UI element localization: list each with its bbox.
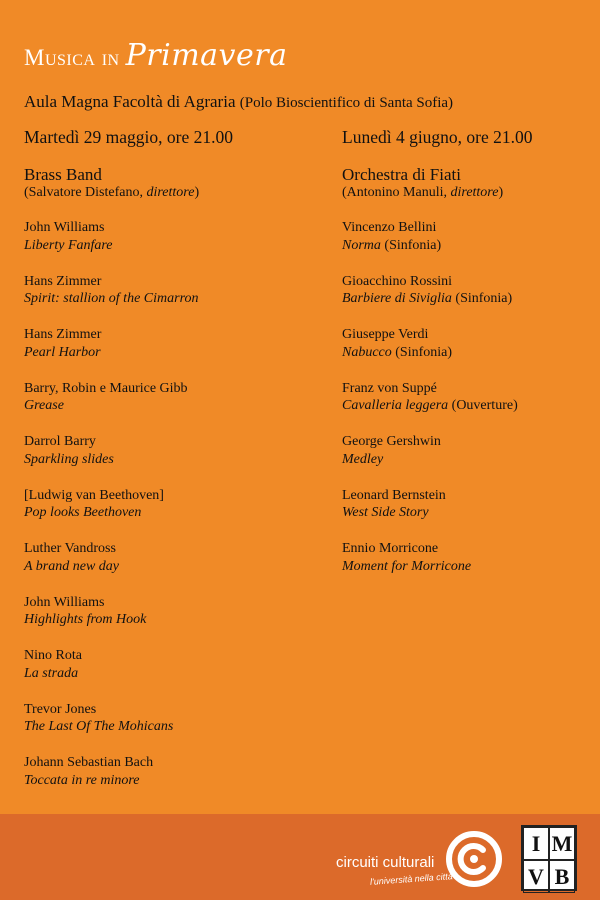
work-title: La strada xyxy=(24,665,79,681)
logo-letter: I xyxy=(523,827,549,860)
title-part1: Musica in xyxy=(24,45,120,70)
footer-band xyxy=(0,814,600,900)
circuiti-culturali-label: circuiti culturali xyxy=(336,854,435,871)
logo-letter: V xyxy=(523,860,549,893)
work-note: (Sinfonia) xyxy=(380,237,442,253)
director-close: ) xyxy=(498,185,504,200)
composer: John Williams xyxy=(24,220,105,235)
director-role: direttore xyxy=(146,185,195,200)
composer: Johann Sebastian Bach xyxy=(24,755,154,770)
work-title: Norma xyxy=(342,237,381,253)
venue xyxy=(24,92,453,112)
work-title: West Side Story xyxy=(342,505,429,520)
director-role: direttore xyxy=(450,185,499,200)
circuiti-culturali-tagline: l'università nella città xyxy=(369,871,454,887)
program-item xyxy=(24,647,304,701)
work-title: Liberty Fanfare xyxy=(24,237,113,253)
composer: [Ludwig van Beethoven] xyxy=(24,487,164,503)
work-title: Barbiere di Siviglia xyxy=(342,291,452,306)
composer: Giuseppe Verdi xyxy=(342,327,429,342)
program-item xyxy=(24,754,304,808)
work-title: Highlights from Hook xyxy=(24,612,147,627)
program-item xyxy=(24,701,304,755)
ensemble-name: Orchestra di Fiati xyxy=(342,165,461,184)
program-item xyxy=(24,433,304,487)
composer: Ennio Morricone xyxy=(342,541,439,556)
program-item xyxy=(342,433,600,487)
work-note: (Ouverture) xyxy=(448,398,518,413)
concert-date: Martedì 29 maggio, ore 21.00 xyxy=(24,127,233,147)
composer: Leonard Bernstein xyxy=(342,487,446,503)
work-title: A brand new day xyxy=(24,558,120,574)
director-line xyxy=(24,184,304,201)
work-title: Nabucco xyxy=(342,344,392,360)
program-list xyxy=(24,219,304,808)
composer: Nino Rota xyxy=(24,648,82,663)
program-item xyxy=(24,380,304,434)
program-item xyxy=(24,326,304,380)
program-item xyxy=(24,594,304,648)
composer: Franz von Suppé xyxy=(342,380,437,396)
imvb-logo xyxy=(521,825,577,891)
logo-letter: B xyxy=(549,860,575,893)
program-item xyxy=(24,540,304,594)
program-list xyxy=(342,219,600,594)
work-title: Toccata in re minore xyxy=(24,772,140,788)
ensemble-name: Brass Band xyxy=(24,165,102,184)
poster-title xyxy=(24,38,287,73)
work-title: The Last Of The Mohicans xyxy=(24,719,174,734)
work-note: (Sinfonia) xyxy=(451,291,513,306)
director-close: ) xyxy=(194,185,200,200)
venue-main: Aula Magna Facoltà di Agraria xyxy=(24,92,236,111)
director-line xyxy=(342,184,600,201)
program-item xyxy=(24,219,304,273)
work-title: Grease xyxy=(24,398,64,413)
composer: Gioacchino Rossini xyxy=(342,273,453,289)
composer: Vincenzo Bellini xyxy=(342,220,437,235)
program-item xyxy=(24,487,304,541)
venue-sub: (Polo Bioscientifico di Santa Sofia) xyxy=(239,95,454,111)
circuiti-culturali-logo-icon xyxy=(445,830,503,888)
program-item xyxy=(342,540,600,594)
program-item xyxy=(24,273,304,327)
program-item xyxy=(342,273,600,327)
work-title: Pop looks Beethoven xyxy=(24,505,142,520)
work-title: Pearl Harbor xyxy=(24,344,101,360)
title-part2: Primavera xyxy=(125,38,288,73)
composer: George Gershwin xyxy=(342,434,441,449)
program-item xyxy=(342,487,600,541)
concert-column-2 xyxy=(342,127,600,594)
concert-date: Lunedì 4 giugno, ore 21.00 xyxy=(342,127,533,147)
work-title: Cavalleria leggera xyxy=(342,398,449,413)
program-item xyxy=(342,380,600,434)
work-note: (Sinfonia) xyxy=(391,344,453,360)
composer: Hans Zimmer xyxy=(24,327,102,342)
program-item xyxy=(342,219,600,273)
composer: Darrol Barry xyxy=(24,434,96,449)
composer: John Williams xyxy=(24,594,105,610)
concert-column-1 xyxy=(24,127,304,808)
logo-letter: M xyxy=(549,827,575,860)
work-title: Spirit: stallion of the Cimarron xyxy=(24,291,199,306)
program-item xyxy=(342,326,600,380)
work-title: Sparkling slides xyxy=(24,451,114,467)
director-name: (Salvatore Distefano, xyxy=(24,185,147,200)
composer: Trevor Jones xyxy=(24,701,97,717)
composer: Luther Vandross xyxy=(24,541,116,556)
work-title: Medley xyxy=(342,451,384,467)
director-name: (Antonino Manuli, xyxy=(342,185,451,200)
composer: Barry, Robin e Maurice Gibb xyxy=(24,380,188,396)
work-title: Moment for Morricone xyxy=(342,558,472,574)
composer: Hans Zimmer xyxy=(24,273,102,289)
